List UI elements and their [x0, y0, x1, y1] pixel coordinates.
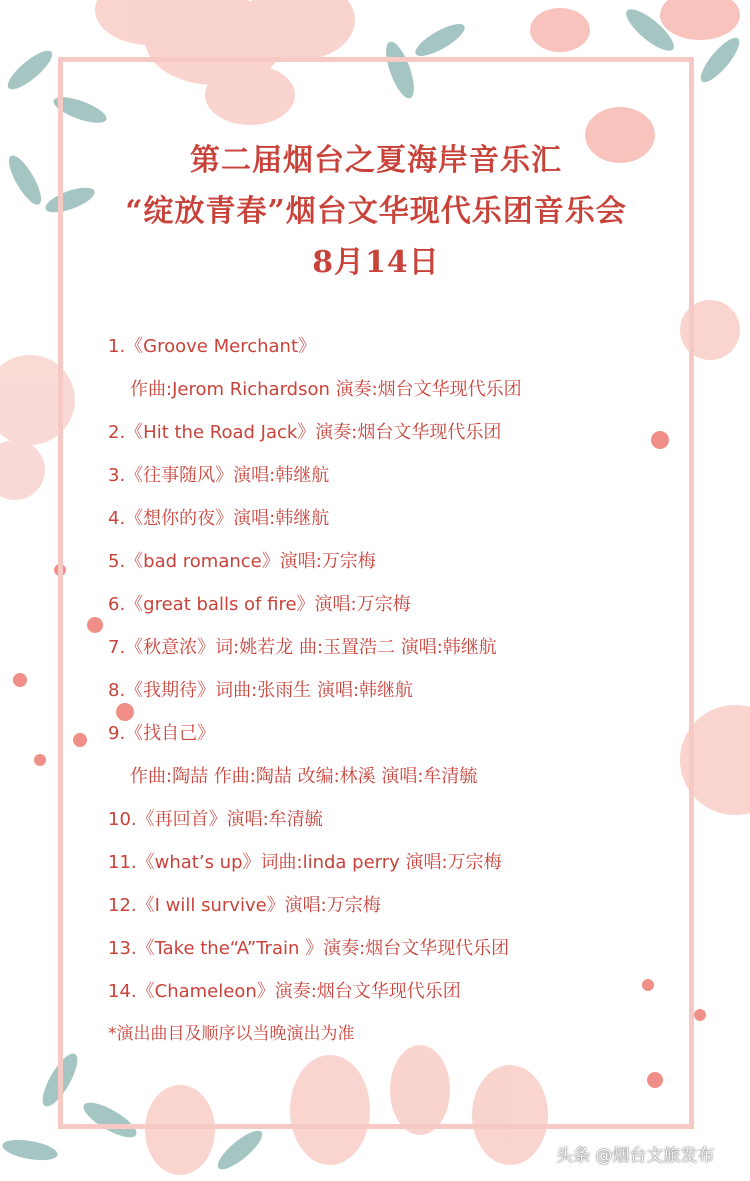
- program-item: 14.《Chameleon》演奏:烟台文华现代乐团: [108, 981, 461, 1002]
- program-item: 9.《找自己》: [108, 723, 216, 744]
- program-item: 10.《再回首》演唱:牟清毓: [108, 809, 323, 830]
- program-item: 7.《秋意浓》词:姚若龙 曲:玉置浩二 演唱:韩继航: [108, 637, 497, 658]
- title-line-date: 8月14日: [312, 245, 440, 280]
- poster-content: [58, 57, 694, 1129]
- program-item: 8.《我期待》词曲:张雨生 演唱:韩继航: [108, 680, 414, 701]
- program-item: 6.《great balls of fire》演唱:万宗梅: [108, 594, 411, 615]
- program-item: 5.《bad romance》演唱:万宗梅: [108, 551, 376, 572]
- poster-title: [58, 135, 694, 288]
- program-item: 12.《I will survive》演唱:万宗梅: [108, 895, 381, 916]
- program-item: 11.《what’s up》词曲:linda perry 演唱:万宗梅: [108, 852, 502, 873]
- program-item: 13.《Take the“A”Train 》演奏:烟台文华现代乐团: [108, 938, 510, 959]
- program-item: 2.《Hit the Road Jack》演奏:烟台文华现代乐团: [108, 422, 502, 443]
- watermark: 头条 @烟台文旅发布: [556, 1146, 715, 1166]
- program-note: *演出曲目及顺序以当晚演出为准: [108, 1024, 355, 1044]
- program-item-credit: 作曲:Jerom Richardson 演奏:烟台文华现代乐团: [130, 379, 522, 400]
- title-line-concert: “绽放青春”烟台文华现代乐团音乐会: [125, 194, 627, 229]
- program-item: 3.《往事随风》演唱:韩继航: [108, 465, 330, 486]
- program-item-credit: 作曲:陶喆 作曲:陶喆 改编:林溪 演唱:牟清毓: [130, 766, 478, 787]
- program-list: [108, 325, 678, 1056]
- title-line-event: 第二届烟台之夏海岸音乐汇: [190, 143, 562, 178]
- program-item: 1.《Groove Merchant》: [108, 336, 317, 357]
- program-item: 4.《想你的夜》演唱:韩继航: [108, 508, 330, 529]
